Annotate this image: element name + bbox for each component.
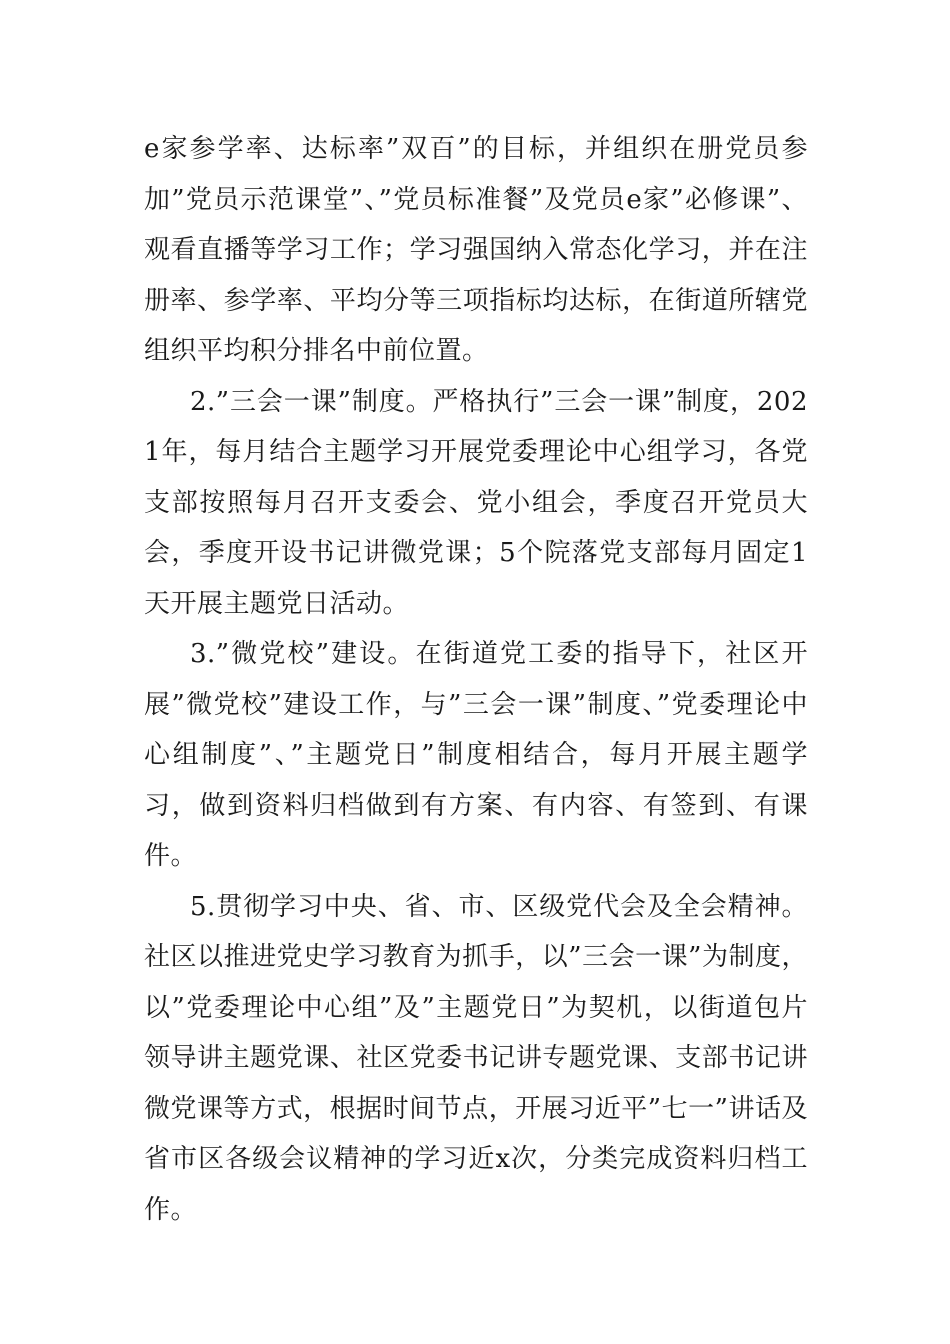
paragraph-3: 3.”微党校”建设。在街道党工委的指导下，社区开展”微党校”建设工作，与”三会一课”制度、”党委理论中心组制度”、”主题党日”制度相结合，每月开展主题学习，做到资料归档做到有方案、有内容、有签到、有课件。	[144, 639, 808, 871]
paragraph-1: e家参学率、达标率”双百”的目标，并组织在册党员参加”党员示范课堂”、”党员标准餐”及党员e家”必修课”、观看直播等学习工作；学习强国纳入常态化学习，并在注册率、参学率、平均分等三项指标均达标，在街道所辖党组织平均积分排名中前位置。	[144, 134, 808, 366]
paragraph-4: 5.贯彻学习中央、省、市、区级党代会及全会精神。社区以推进党史学习教育为抓手，以”三会一课”为制度，以”党委理论中心组”及”主题党日”为契机，以街道包片领导讲主题党课、社区党委书记讲专题党课、支部书记讲微党课等方式，根据时间节点，开展习近平”七一”讲话及省市区各级会议精神的学习近x次，分类完成资料归档工作。	[144, 891, 808, 1225]
document-body	[144, 124, 808, 1235]
paragraph-2: 2.”三会一课”制度。严格执行”三会一课”制度，2021年，每月结合主题学习开展党委理论中心组学习，各党支部按照每月召开支委会、党小组会，季度召开党员大会，季度开设书记讲微党课；5个院落党支部每月固定1天开展主题党日活动。	[144, 386, 808, 619]
